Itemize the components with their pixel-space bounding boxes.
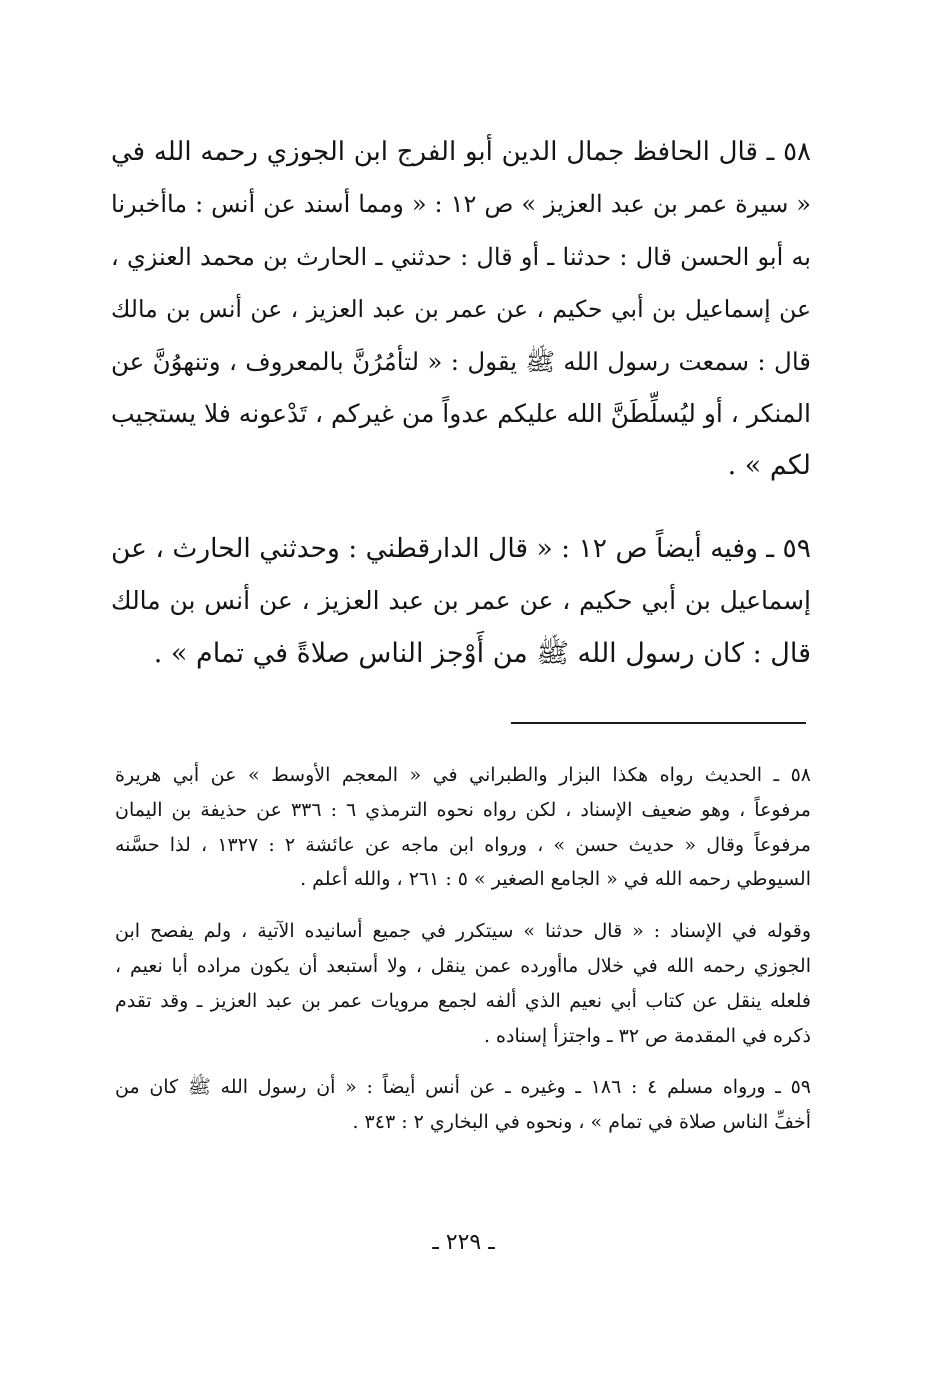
text-line: إسماعيل بن أبي حكيم ، عن عمر بن عبد العزيز ، عن أنس بن مالك <box>111 586 811 616</box>
hadith-58-paragraph <box>111 126 811 493</box>
footnote-line: الجوزي رحمه الله في خلال ماأورده عمن ينقل ، ولا أستبعد أن يكون مراده أبا نعيم ، <box>115 954 811 977</box>
footnote-isnad-note <box>115 914 811 1053</box>
text-line: عن إسماعيل بن أبي حكيم ، عن عمر بن عبد العزيز ، عن أنس بن مالك <box>111 295 811 324</box>
footnote-line: فلعله ينقل عن كتاب أبي نعيم الذي ألفه لجمع مرويات عمر بن عبد العزيز ـ وقد تقدم <box>115 989 811 1012</box>
footnote-divider <box>511 722 806 724</box>
text-line: المنكر ، أو ليُسلِّطَنَّ الله عليكم عدواً من غيركم ، تَدْعونه فلا يستجيب <box>111 398 811 428</box>
hadith-59-paragraph <box>111 523 811 680</box>
main-text <box>111 126 811 680</box>
footnote-line: ٥٨ ـ الحديث رواه هكذا البزار والطبراني في « المعجم الأوسط » عن أبي هريرة <box>115 764 811 786</box>
text-line: لكم » . <box>727 450 811 482</box>
text-line: قال : كان رسول الله ﷺ من أَوْجز الناس صلاةً في تمام » . <box>153 637 811 669</box>
text-line: قال : سمعت رسول الله ﷺ يقول : « لتأمُرُنَّ بالمعروف ، وتنهوُنَّ عن <box>111 346 811 376</box>
text-line: « سيرة عمر بن عبد العزيز » ص ١٢ : « ومما أسند عن أنس : ماأخبرنا <box>111 190 811 219</box>
page-number: ـ ٢٢٩ ـ <box>432 1230 495 1255</box>
footnote-line: السيوطي رحمه الله في « الجامع الصغير » ٥ : ٢٦١ ، والله أعلم . <box>300 868 811 891</box>
footnote-line: ذكره في المقدمة ص ٣٢ ـ واجتزأ إسناده . <box>483 1024 811 1047</box>
text-line: ٥٩ ـ وفيه أيضاً ص ١٢ : « قال الدارقطني : وحدثني الحارث ، عن <box>111 532 811 564</box>
footnotes <box>115 758 811 1140</box>
footnote-line: مرفوعاً وقال « حديث حسن » ، ورواه ابن ماجه عن عائشة ٢ : ١٣٢٧ ، لذا حسَّنه <box>115 833 811 856</box>
footnote-line: وقوله في الإسناد : « قال حدثنا » سيتكرر في جميع أسانيده الآتية ، ولم يفصح ابن <box>115 920 811 943</box>
footnote-line: مرفوعاً ، وهو ضعيف الإسناد ، لكن رواه نحوه الترمذي ٦ : ٣٣٦ عن حذيفة بن اليمان <box>115 798 811 821</box>
text-line: ٥٨ ـ قال الحافظ جمال الدين أبو الفرج ابن الجوزي رحمه الله في <box>111 137 811 167</box>
footnote-58 <box>115 758 811 897</box>
footnote-line: أخفِّ الناس صلاة في تمام » ، ونحوه في البخاري ٢ : ٣٤٣ . <box>352 1111 811 1134</box>
footnote-59 <box>115 1070 811 1140</box>
text-line: به أبو الحسن قال : حدثنا ـ أو قال : حدثني ـ الحارث بن محمد العنزي ، <box>111 242 811 271</box>
footnote-line: ٥٩ ـ ورواه مسلم ٤ : ١٨٦ ـ وغيره ـ عن أنس أيضاً : « أن رسول الله ﷺ كان من <box>115 1076 812 1099</box>
